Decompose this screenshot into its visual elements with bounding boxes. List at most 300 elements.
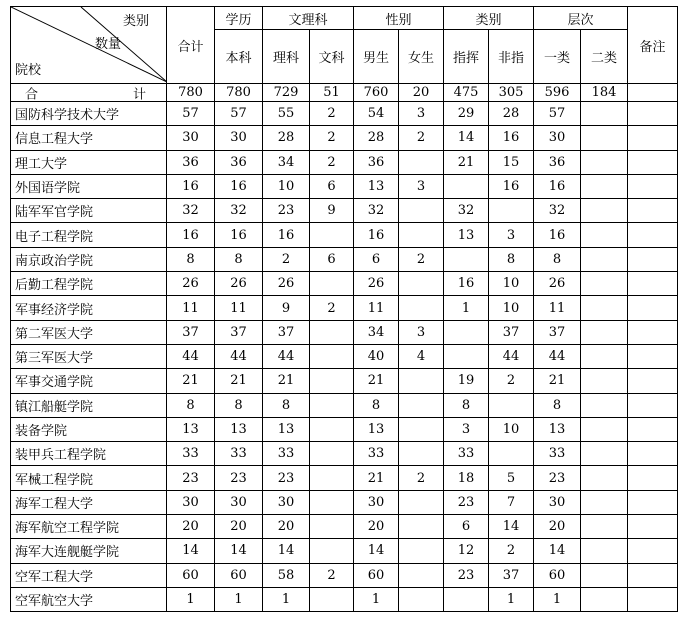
totals-cell: 760 [354,84,399,102]
value-cell: 2 [310,126,354,150]
value-cell: 44 [215,344,263,368]
school-name-cell: 南京政治学院 [11,247,167,271]
value-cell [310,369,354,393]
value-cell [628,417,678,441]
value-cell: 2 [399,466,444,490]
value-cell: 28 [489,102,534,126]
value-cell [628,199,678,223]
value-cell [581,174,628,198]
value-cell [628,272,678,296]
value-cell: 11 [534,296,581,320]
value-cell [399,393,444,417]
value-cell: 10 [489,272,534,296]
value-cell [628,442,678,466]
table-row [11,417,678,441]
value-cell [628,150,678,174]
header-sci-arts: 文理科 [263,7,354,30]
school-name-cell: 军事经济学院 [11,296,167,320]
value-cell: 6 [354,247,399,271]
value-cell [310,223,354,247]
value-cell: 32 [444,199,489,223]
value-cell: 14 [354,539,399,563]
header-tier2: 二类 [581,30,628,84]
value-cell: 21 [444,150,489,174]
value-cell [581,442,628,466]
school-name-cell: 信息工程大学 [11,126,167,150]
value-cell: 3 [444,417,489,441]
header-arts: 文科 [310,30,354,84]
value-cell [628,247,678,271]
value-cell [581,587,628,611]
value-cell: 2 [310,150,354,174]
header-gender: 性别 [354,7,444,30]
totals-cell [628,84,678,102]
value-cell: 14 [489,515,534,539]
value-cell: 21 [215,369,263,393]
value-cell: 36 [354,150,399,174]
value-cell: 36 [167,150,215,174]
value-cell [581,490,628,514]
value-cell [444,247,489,271]
value-cell: 30 [215,490,263,514]
table-row [11,247,678,271]
value-cell [310,344,354,368]
value-cell: 33 [534,442,581,466]
table-row [11,223,678,247]
value-cell: 1 [167,587,215,611]
table-row [11,466,678,490]
value-cell [399,587,444,611]
school-name-cell: 后勤工程学院 [11,272,167,296]
value-cell: 2 [399,126,444,150]
value-cell [581,199,628,223]
value-cell [310,417,354,441]
value-cell: 16 [444,272,489,296]
header-male: 男生 [354,30,399,84]
value-cell: 21 [354,466,399,490]
value-cell [444,587,489,611]
school-name-cell: 外国语学院 [11,174,167,198]
value-cell: 2 [310,296,354,320]
value-cell: 9 [310,199,354,223]
value-cell [399,223,444,247]
value-cell: 30 [167,490,215,514]
school-name-cell: 装甲兵工程学院 [11,442,167,466]
totals-cell: 596 [534,84,581,102]
value-cell: 16 [354,223,399,247]
value-cell [581,393,628,417]
value-cell [628,515,678,539]
value-cell: 16 [263,223,310,247]
value-cell: 16 [489,174,534,198]
school-name-cell: 空军航空大学 [11,587,167,611]
totals-row [11,84,678,102]
enrollment-table [10,6,678,612]
value-cell: 28 [263,126,310,150]
value-cell [310,272,354,296]
table-row [11,539,678,563]
value-cell: 10 [263,174,310,198]
totals-cell: 729 [263,84,310,102]
value-cell: 60 [354,563,399,587]
value-cell [399,296,444,320]
value-cell [444,320,489,344]
value-cell [310,320,354,344]
header-category: 类别 [444,7,534,30]
corner-header-cell [11,7,167,84]
value-cell: 19 [444,369,489,393]
value-cell: 2 [489,539,534,563]
totals-cell: 20 [399,84,444,102]
value-cell [399,150,444,174]
value-cell: 20 [534,515,581,539]
value-cell: 33 [167,442,215,466]
value-cell: 36 [215,150,263,174]
value-cell [628,102,678,126]
value-cell [444,174,489,198]
value-cell: 3 [399,174,444,198]
table-row [11,150,678,174]
value-cell: 23 [215,466,263,490]
value-cell: 11 [215,296,263,320]
value-cell [628,393,678,417]
value-cell [628,296,678,320]
school-name-cell: 空军工程大学 [11,563,167,587]
value-cell [628,126,678,150]
value-cell [399,563,444,587]
corner-school-label: 院校 [15,63,42,78]
value-cell: 8 [167,393,215,417]
value-cell [581,344,628,368]
totals-cell: 780 [215,84,263,102]
value-cell: 8 [444,393,489,417]
value-cell [581,539,628,563]
value-cell [628,466,678,490]
value-cell: 9 [263,296,310,320]
table-row [11,490,678,514]
value-cell: 37 [489,563,534,587]
value-cell [581,296,628,320]
value-cell: 23 [444,490,489,514]
value-cell: 30 [215,126,263,150]
value-cell: 32 [534,199,581,223]
totals-label-right: 计 [133,87,147,102]
value-cell: 14 [534,539,581,563]
school-name-cell: 海军大连舰艇学院 [11,539,167,563]
value-cell: 14 [263,539,310,563]
value-cell: 37 [167,320,215,344]
value-cell: 34 [354,320,399,344]
school-name-cell: 国防科学技术大学 [11,102,167,126]
value-cell: 8 [263,393,310,417]
value-cell [310,466,354,490]
value-cell [581,272,628,296]
header-science: 理科 [263,30,310,84]
table-row [11,587,678,611]
value-cell: 34 [263,150,310,174]
value-cell: 30 [354,490,399,514]
value-cell: 16 [215,223,263,247]
value-cell: 5 [489,466,534,490]
school-name-cell: 军事交通学院 [11,369,167,393]
value-cell [310,393,354,417]
school-name-cell: 装备学院 [11,417,167,441]
value-cell: 14 [444,126,489,150]
school-name-cell: 第二军医大学 [11,320,167,344]
value-cell: 33 [263,442,310,466]
totals-cell: 475 [444,84,489,102]
value-cell [628,369,678,393]
value-cell [628,490,678,514]
value-cell [489,393,534,417]
value-cell [399,369,444,393]
value-cell [399,272,444,296]
table-row [11,515,678,539]
value-cell: 23 [263,466,310,490]
value-cell: 60 [167,563,215,587]
value-cell: 20 [354,515,399,539]
value-cell: 33 [215,442,263,466]
value-cell: 1 [444,296,489,320]
table-row [11,563,678,587]
value-cell: 13 [534,417,581,441]
school-name-cell: 电子工程学院 [11,223,167,247]
value-cell: 37 [263,320,310,344]
value-cell: 6 [444,515,489,539]
value-cell: 60 [215,563,263,587]
value-cell: 14 [215,539,263,563]
header-non-command: 非指 [489,30,534,84]
value-cell: 29 [444,102,489,126]
header-tier1: 一类 [534,30,581,84]
header-female: 女生 [399,30,444,84]
value-cell: 44 [167,344,215,368]
value-cell [399,442,444,466]
value-cell: 23 [167,466,215,490]
value-cell: 8 [215,393,263,417]
value-cell: 32 [215,199,263,223]
value-cell: 40 [354,344,399,368]
value-cell: 12 [444,539,489,563]
value-cell: 44 [263,344,310,368]
value-cell [628,344,678,368]
value-cell: 8 [534,393,581,417]
value-cell: 16 [215,174,263,198]
totals-cell: 184 [581,84,628,102]
value-cell: 21 [167,369,215,393]
value-cell: 8 [534,247,581,271]
value-cell [581,369,628,393]
table-row [11,199,678,223]
value-cell: 11 [167,296,215,320]
table-row [11,102,678,126]
value-cell: 37 [534,320,581,344]
value-cell: 8 [215,247,263,271]
school-name-cell: 镇江船艇学院 [11,393,167,417]
value-cell [581,247,628,271]
value-cell: 10 [489,296,534,320]
school-name-cell: 海军工程大学 [11,490,167,514]
value-cell: 21 [534,369,581,393]
value-cell: 2 [263,247,310,271]
value-cell: 18 [444,466,489,490]
table-row [11,369,678,393]
value-cell: 33 [354,442,399,466]
value-cell: 57 [167,102,215,126]
value-cell [399,539,444,563]
value-cell: 55 [263,102,310,126]
value-cell: 57 [215,102,263,126]
value-cell [581,563,628,587]
totals-cell: 305 [489,84,534,102]
value-cell: 2 [310,102,354,126]
value-cell [628,320,678,344]
value-cell: 8 [354,393,399,417]
value-cell [310,587,354,611]
value-cell: 44 [534,344,581,368]
table-row [11,344,678,368]
value-cell: 23 [534,466,581,490]
value-cell: 57 [534,102,581,126]
value-cell: 23 [263,199,310,223]
value-cell [628,539,678,563]
value-cell: 1 [354,587,399,611]
value-cell [581,102,628,126]
value-cell [581,515,628,539]
value-cell: 44 [489,344,534,368]
school-name-cell: 陆军军官学院 [11,199,167,223]
value-cell: 16 [167,223,215,247]
value-cell: 33 [444,442,489,466]
value-cell [399,490,444,514]
value-cell [444,344,489,368]
value-cell: 21 [263,369,310,393]
value-cell: 30 [263,490,310,514]
value-cell [628,563,678,587]
value-cell: 3 [489,223,534,247]
value-cell: 58 [263,563,310,587]
value-cell: 15 [489,150,534,174]
value-cell: 32 [354,199,399,223]
value-cell [399,417,444,441]
header-remarks: 备注 [628,7,678,84]
corner-quantity-label: 数量 [95,37,122,52]
value-cell: 8 [167,247,215,271]
value-cell: 13 [354,174,399,198]
value-cell: 13 [444,223,489,247]
value-cell [628,587,678,611]
value-cell: 26 [534,272,581,296]
table-row [11,126,678,150]
value-cell [399,515,444,539]
value-cell: 54 [354,102,399,126]
value-cell: 37 [489,320,534,344]
table-body [11,7,678,612]
table-row [11,174,678,198]
value-cell: 20 [263,515,310,539]
value-cell [310,490,354,514]
totals-cell: 780 [167,84,215,102]
totals-cell: 51 [310,84,354,102]
header-education: 学历 [215,7,263,30]
corner-category-label: 类别 [123,14,150,29]
value-cell: 6 [310,174,354,198]
value-cell: 16 [489,126,534,150]
value-cell: 36 [534,150,581,174]
value-cell: 30 [534,490,581,514]
value-cell [581,223,628,247]
value-cell: 2 [489,369,534,393]
table-row [11,320,678,344]
value-cell: 7 [489,490,534,514]
header-undergrad: 本科 [215,30,263,84]
value-cell: 26 [354,272,399,296]
value-cell: 30 [534,126,581,150]
school-name-cell: 第三军医大学 [11,344,167,368]
table-row [11,272,678,296]
value-cell [628,174,678,198]
value-cell: 13 [215,417,263,441]
table-row [11,393,678,417]
header-command: 指挥 [444,30,489,84]
totals-label-left: 合 [25,87,39,102]
value-cell: 37 [215,320,263,344]
value-cell: 3 [399,102,444,126]
value-cell: 13 [354,417,399,441]
value-cell: 1 [489,587,534,611]
value-cell [489,442,534,466]
value-cell: 28 [354,126,399,150]
value-cell: 20 [167,515,215,539]
value-cell: 60 [534,563,581,587]
value-cell [310,442,354,466]
school-name-cell: 理工大学 [11,150,167,174]
value-cell: 1 [215,587,263,611]
value-cell: 3 [399,320,444,344]
value-cell: 2 [310,563,354,587]
value-cell [581,417,628,441]
value-cell: 1 [534,587,581,611]
value-cell: 14 [167,539,215,563]
value-cell: 2 [399,247,444,271]
header-level: 层次 [534,7,628,30]
table-row [11,296,678,320]
value-cell: 16 [534,223,581,247]
value-cell: 26 [263,272,310,296]
value-cell [581,126,628,150]
value-cell: 21 [354,369,399,393]
value-cell: 13 [167,417,215,441]
school-name-cell: 军械工程学院 [11,466,167,490]
value-cell [581,150,628,174]
value-cell: 13 [263,417,310,441]
value-cell: 1 [263,587,310,611]
school-name-cell: 海军航空工程学院 [11,515,167,539]
value-cell: 10 [489,417,534,441]
value-cell: 20 [215,515,263,539]
value-cell [581,466,628,490]
value-cell [628,223,678,247]
value-cell: 26 [215,272,263,296]
totals-label-cell [11,84,167,102]
value-cell: 30 [167,126,215,150]
value-cell [310,515,354,539]
value-cell: 23 [444,563,489,587]
value-cell: 4 [399,344,444,368]
header-total: 合计 [167,7,215,84]
table-row [11,442,678,466]
value-cell [489,199,534,223]
